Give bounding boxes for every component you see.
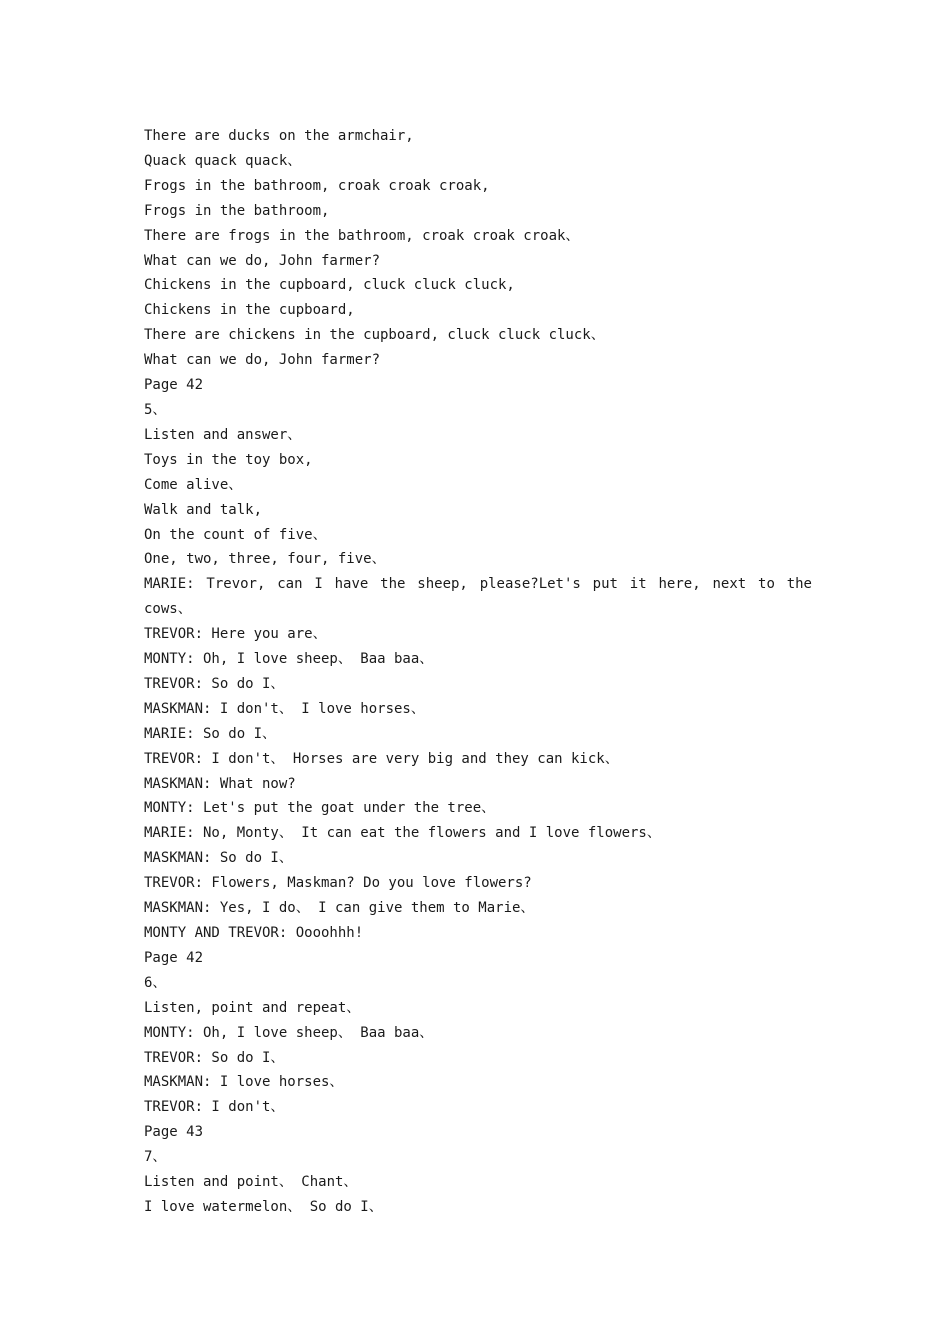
dialogue-line: TREVOR: So do I、 — [144, 675, 285, 692]
text-line: Chickens in the cupboard, cluck cluck cluck, — [144, 277, 515, 294]
instruction-line: Listen, point and repeat、 — [144, 999, 361, 1016]
text-line: There are frogs in the bathroom, croak croak croak、 — [144, 227, 580, 244]
dialogue-line: MARIE: No, Monty、 It can eat the flowers and I love flowers、 — [144, 825, 661, 842]
dialogue-line: MONTY AND TREVOR: Oooohhh! — [144, 925, 364, 941]
text-line: Frogs in the bathroom, croak croak croak, — [144, 177, 490, 194]
text-line: Quack quack quack、 — [144, 152, 302, 169]
dialogue-line: MARIE: Trevor, can I have the sheep, please?Let's put it here, next to the cows、 — [144, 576, 812, 618]
dialogue-line: MASKMAN: So do I、 — [144, 850, 293, 867]
text-line: Frogs in the bathroom, — [144, 202, 330, 219]
text-line: Toys in the toy box, — [144, 451, 313, 468]
dialogue-line: MARIE: So do I、 — [144, 725, 277, 742]
text-line: Chickens in the cupboard, — [144, 302, 355, 319]
text-line: What can we do, John farmer? — [144, 252, 381, 269]
page-reference: Page 42 — [144, 949, 204, 966]
section-number: 7、 — [144, 1149, 167, 1166]
dialogue-line: TREVOR: I don't、 Horses are very big and they can kick、 — [144, 750, 619, 767]
dialogue-line: TREVOR: Here you are、 — [144, 626, 327, 643]
dialogue-line: MASKMAN: What now? — [144, 775, 296, 792]
text-line: There are ducks on the armchair, — [144, 128, 414, 144]
dialogue-line: MASKMAN: I love horses、 — [144, 1074, 344, 1091]
section-number: 5、 — [144, 401, 167, 418]
text-line: One, two, three, four, five、 — [144, 551, 386, 568]
text-line: What can we do, John farmer? — [144, 352, 381, 369]
dialogue-line: MASKMAN: Yes, I do、 I can give them to Marie、 — [144, 900, 535, 917]
text-line: Come alive、 — [144, 476, 243, 493]
text-line: On the count of five、 — [144, 526, 327, 543]
dialogue-line: TREVOR: So do I、 — [144, 1049, 285, 1066]
document-body — [144, 124, 812, 1220]
dialogue-line: MONTY: Oh, I love sheep、 Baa baa、 — [144, 651, 434, 668]
dialogue-line: MONTY: Oh, I love sheep、 Baa baa、 — [144, 1024, 434, 1041]
dialogue-line: MONTY: Let's put the goat under the tree、 — [144, 800, 496, 817]
instruction-line: Listen and answer、 — [144, 426, 302, 443]
dialogue-line: TREVOR: Flowers, Maskman? Do you love flowers? — [144, 875, 532, 892]
dialogue-line: TREVOR: I don't、 — [144, 1099, 285, 1116]
text-line: I love watermelon、 So do I、 — [144, 1198, 383, 1215]
dialogue-line: MASKMAN: I don't、 I love horses、 — [144, 700, 425, 717]
page-reference: Page 42 — [144, 377, 204, 394]
section-number: 6、 — [144, 974, 167, 991]
page-reference: Page 43 — [144, 1124, 204, 1141]
text-line: Walk and talk, — [144, 501, 263, 518]
instruction-line: Listen and point、 Chant、 — [144, 1174, 358, 1191]
text-line: There are chickens in the cupboard, cluck cluck cluck、 — [144, 327, 605, 344]
